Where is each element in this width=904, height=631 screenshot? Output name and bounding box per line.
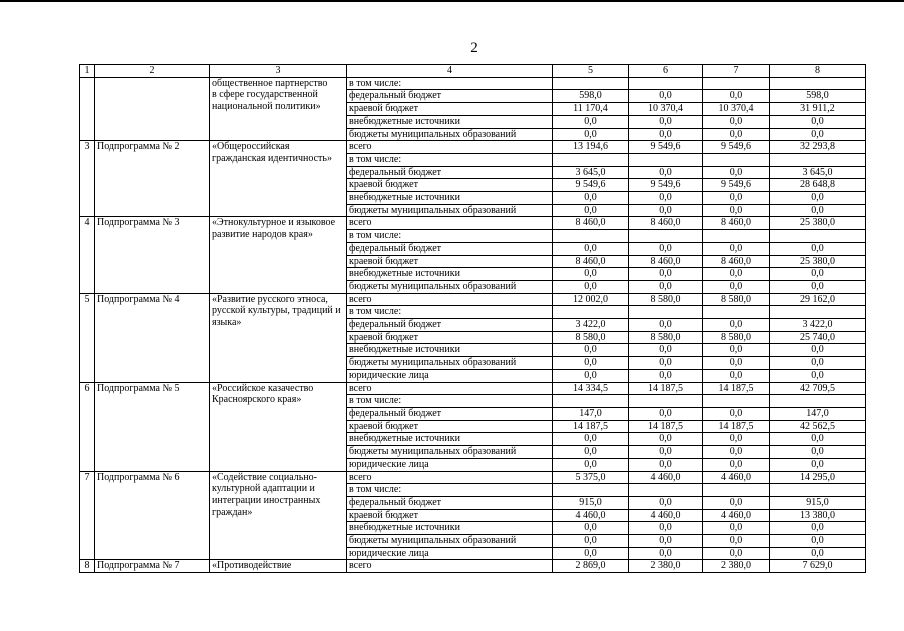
amount-cell — [553, 77, 629, 90]
amount-cell: 0,0 — [703, 344, 770, 357]
amount-cell: 0,0 — [770, 458, 866, 471]
program-cell: Подпрограмма № 5 — [95, 382, 210, 471]
amount-cell: 0,0 — [629, 319, 703, 332]
amount-cell: 8 460,0 — [703, 255, 770, 268]
amount-cell: 0,0 — [703, 522, 770, 535]
amount-cell: 0,0 — [629, 344, 703, 357]
amount-cell: 9 549,6 — [703, 179, 770, 192]
amount-cell: 0,0 — [770, 268, 866, 281]
amount-cell: 0,0 — [629, 496, 703, 509]
amount-cell: 0,0 — [770, 535, 866, 548]
row-number-cell: 8 — [80, 560, 95, 573]
funding-source-cell: внебюджетные источники — [347, 192, 553, 205]
amount-cell: 14 295,0 — [770, 471, 866, 484]
amount-cell: 915,0 — [770, 496, 866, 509]
amount-cell: 2 869,0 — [553, 560, 629, 573]
amount-cell: 0,0 — [770, 433, 866, 446]
amount-cell: 0,0 — [629, 280, 703, 293]
amount-cell: 25 380,0 — [770, 217, 866, 230]
funding-source-cell: всего — [347, 560, 553, 573]
amount-cell: 0,0 — [703, 192, 770, 205]
amount-cell: 29 162,0 — [770, 293, 866, 306]
amount-cell: 25 380,0 — [770, 255, 866, 268]
funding-source-cell: краевой бюджет — [347, 179, 553, 192]
amount-cell: 0,0 — [629, 522, 703, 535]
amount-cell: 0,0 — [553, 268, 629, 281]
amount-cell: 0,0 — [770, 280, 866, 293]
amount-cell: 0,0 — [629, 192, 703, 205]
amount-cell: 0,0 — [553, 115, 629, 128]
amount-cell — [703, 484, 770, 497]
funding-source-cell: всего — [347, 471, 553, 484]
amount-cell: 0,0 — [553, 433, 629, 446]
amount-cell: 598,0 — [553, 90, 629, 103]
amount-cell: 8 580,0 — [629, 331, 703, 344]
row-number-cell: 7 — [80, 471, 95, 560]
amount-cell: 0,0 — [629, 242, 703, 255]
program-name-cell — [210, 77, 347, 141]
amount-cell: 147,0 — [770, 407, 866, 420]
amount-cell: 8 460,0 — [553, 255, 629, 268]
amount-cell: 8 460,0 — [629, 255, 703, 268]
funding-source-cell: краевой бюджет — [347, 103, 553, 116]
funding-source-cell: краевой бюджет — [347, 331, 553, 344]
header-cell: 8 — [770, 65, 866, 78]
funding-source-cell: юридические лица — [347, 547, 553, 560]
amount-cell: 0,0 — [770, 344, 866, 357]
header-cell: 1 — [80, 65, 95, 78]
row-number-cell — [80, 77, 95, 141]
row-number-cell: 6 — [80, 382, 95, 471]
amount-cell: 7 629,0 — [770, 560, 866, 573]
amount-cell: 0,0 — [553, 280, 629, 293]
funding-source-cell: федеральный бюджет — [347, 242, 553, 255]
amount-cell — [770, 77, 866, 90]
amount-cell — [553, 395, 629, 408]
amount-cell: 0,0 — [553, 344, 629, 357]
table-row — [80, 141, 866, 154]
amount-cell: 0,0 — [703, 319, 770, 332]
amount-cell: 0,0 — [770, 204, 866, 217]
amount-cell: 42 562,5 — [770, 420, 866, 433]
amount-cell: 8 580,0 — [703, 331, 770, 344]
funding-source-cell: в том числе: — [347, 484, 553, 497]
amount-cell: 0,0 — [703, 115, 770, 128]
funding-source-cell: всего — [347, 293, 553, 306]
amount-cell — [629, 395, 703, 408]
funding-source-cell: внебюджетные источники — [347, 344, 553, 357]
amount-cell: 0,0 — [629, 166, 703, 179]
program-cell: Подпрограмма № 6 — [95, 471, 210, 560]
funding-source-cell: краевой бюджет — [347, 420, 553, 433]
funding-source-cell: бюджеты муниципальных образований — [347, 280, 553, 293]
amount-cell: 8 580,0 — [703, 293, 770, 306]
amount-cell: 0,0 — [629, 407, 703, 420]
amount-cell: 0,0 — [703, 166, 770, 179]
funding-source-cell: в том числе: — [347, 306, 553, 319]
funding-source-cell: краевой бюджет — [347, 255, 553, 268]
funding-source-cell: бюджеты муниципальных образований — [347, 446, 553, 459]
amount-cell: 14 187,5 — [629, 382, 703, 395]
amount-cell: 0,0 — [770, 128, 866, 141]
amount-cell: 8 460,0 — [553, 217, 629, 230]
amount-cell: 0,0 — [703, 357, 770, 370]
amount-cell: 0,0 — [703, 446, 770, 459]
amount-cell — [629, 484, 703, 497]
header-row — [80, 65, 866, 78]
amount-cell: 0,0 — [629, 204, 703, 217]
amount-cell: 31 911,2 — [770, 103, 866, 116]
funding-source-cell: внебюджетные источники — [347, 433, 553, 446]
amount-cell — [703, 153, 770, 166]
amount-cell — [629, 77, 703, 90]
amount-cell: 0,0 — [770, 357, 866, 370]
amount-cell — [770, 230, 866, 243]
amount-cell: 0,0 — [629, 357, 703, 370]
amount-cell: 3 645,0 — [553, 166, 629, 179]
amount-cell: 0,0 — [629, 458, 703, 471]
amount-cell: 13 194,6 — [553, 141, 629, 154]
amount-cell: 9 549,6 — [629, 179, 703, 192]
funding-source-cell: юридические лица — [347, 369, 553, 382]
amount-cell: 0,0 — [770, 369, 866, 382]
amount-cell: 0,0 — [703, 535, 770, 548]
program-name-cell: «Этнокультурное и языковое развитие народов края» — [210, 217, 347, 293]
amount-cell: 8 580,0 — [629, 293, 703, 306]
amount-cell: 14 187,5 — [629, 420, 703, 433]
amount-cell: 9 549,6 — [629, 141, 703, 154]
amount-cell: 0,0 — [553, 357, 629, 370]
funding-source-cell: в том числе: — [347, 230, 553, 243]
table-row — [80, 293, 866, 306]
amount-cell — [703, 306, 770, 319]
funding-source-cell: краевой бюджет — [347, 509, 553, 522]
amount-cell: 0,0 — [553, 128, 629, 141]
amount-cell: 12 002,0 — [553, 293, 629, 306]
amount-cell: 8 460,0 — [629, 217, 703, 230]
amount-cell: 0,0 — [770, 242, 866, 255]
program-name-cell: «Содействие социально-культурной адаптации и интеграции иностранных граждан» — [210, 471, 347, 560]
amount-cell: 0,0 — [553, 547, 629, 560]
amount-cell: 0,0 — [553, 458, 629, 471]
amount-cell: 3 422,0 — [770, 319, 866, 332]
header-cell: 5 — [553, 65, 629, 78]
amount-cell: 28 648,8 — [770, 179, 866, 192]
amount-cell: 42 709,5 — [770, 382, 866, 395]
amount-cell: 11 170,4 — [553, 103, 629, 116]
amount-cell: 0,0 — [703, 204, 770, 217]
funding-source-cell: внебюджетные источники — [347, 522, 553, 535]
page-number: 2 — [470, 40, 478, 56]
amount-cell: 14 334,5 — [553, 382, 629, 395]
amount-cell: 0,0 — [703, 407, 770, 420]
header-cell: 2 — [95, 65, 210, 78]
amount-cell: 0,0 — [629, 446, 703, 459]
funding-source-cell: внебюджетные источники — [347, 115, 553, 128]
amount-cell: 0,0 — [770, 522, 866, 535]
amount-cell — [703, 395, 770, 408]
amount-cell: 5 375,0 — [553, 471, 629, 484]
amount-cell: 0,0 — [703, 280, 770, 293]
amount-cell — [553, 230, 629, 243]
amount-cell: 0,0 — [629, 128, 703, 141]
table-row — [80, 560, 866, 573]
amount-cell: 0,0 — [703, 128, 770, 141]
amount-cell: 147,0 — [553, 407, 629, 420]
amount-cell: 10 370,4 — [629, 103, 703, 116]
amount-cell: 2 380,0 — [629, 560, 703, 573]
table-row — [80, 217, 866, 230]
table-body — [80, 65, 866, 573]
program-cell: Подпрограмма № 4 — [95, 293, 210, 382]
funding-source-cell: в том числе: — [347, 153, 553, 166]
funding-source-cell: в том числе: — [347, 395, 553, 408]
program-cell — [95, 77, 210, 141]
amount-cell: 10 370,4 — [703, 103, 770, 116]
amount-cell: 25 740,0 — [770, 331, 866, 344]
amount-cell: 0,0 — [629, 369, 703, 382]
amount-cell — [553, 484, 629, 497]
amount-cell: 0,0 — [553, 204, 629, 217]
amount-cell: 0,0 — [553, 535, 629, 548]
amount-cell: 915,0 — [553, 496, 629, 509]
amount-cell: 0,0 — [703, 268, 770, 281]
amount-cell: 0,0 — [553, 446, 629, 459]
program-name-line: национальной политики» — [212, 101, 321, 113]
funding-source-cell: федеральный бюджет — [347, 407, 553, 420]
amount-cell — [553, 306, 629, 319]
amount-cell — [703, 77, 770, 90]
amount-cell: 13 380,0 — [770, 509, 866, 522]
amount-cell — [629, 306, 703, 319]
funding-source-cell: всего — [347, 217, 553, 230]
amount-cell: 3 645,0 — [770, 166, 866, 179]
program-name-cell: «Общероссийская гражданская идентичность» — [210, 141, 347, 217]
amount-cell: 0,0 — [553, 522, 629, 535]
header-cell: 7 — [703, 65, 770, 78]
funding-source-cell: федеральный бюджет — [347, 496, 553, 509]
funding-source-cell: бюджеты муниципальных образований — [347, 128, 553, 141]
funding-source-cell: федеральный бюджет — [347, 166, 553, 179]
amount-cell — [553, 153, 629, 166]
program-name-line: общественное партнерство — [212, 77, 328, 89]
amount-cell: 0,0 — [770, 547, 866, 560]
amount-cell — [629, 153, 703, 166]
amount-cell: 4 460,0 — [703, 471, 770, 484]
funding-source-cell: юридические лица — [347, 458, 553, 471]
amount-cell — [629, 230, 703, 243]
amount-cell: 0,0 — [770, 446, 866, 459]
amount-cell: 3 422,0 — [553, 319, 629, 332]
program-cell: Подпрограмма № 3 — [95, 217, 210, 293]
program-cell: Подпрограмма № 2 — [95, 141, 210, 217]
program-name-line: в сфере государственной — [212, 89, 318, 101]
amount-cell: 14 187,5 — [703, 382, 770, 395]
funding-source-cell: всего — [347, 382, 553, 395]
funding-source-cell: внебюджетные источники — [347, 268, 553, 281]
amount-cell: 0,0 — [703, 242, 770, 255]
table-row — [80, 471, 866, 484]
header-cell: 6 — [629, 65, 703, 78]
amount-cell: 598,0 — [770, 90, 866, 103]
amount-cell: 0,0 — [629, 547, 703, 560]
amount-cell: 0,0 — [703, 458, 770, 471]
row-number-cell: 5 — [80, 293, 95, 382]
funding-source-cell: в том числе: — [347, 77, 553, 90]
program-name-cell: «Развитие русского этноса, русской культуры, традиций и языка» — [210, 293, 347, 382]
amount-cell: 4 460,0 — [703, 509, 770, 522]
funding-table — [79, 64, 866, 573]
funding-source-cell: бюджеты муниципальных образований — [347, 357, 553, 370]
amount-cell: 0,0 — [629, 535, 703, 548]
table-row — [80, 77, 866, 90]
amount-cell — [770, 306, 866, 319]
amount-cell: 0,0 — [703, 433, 770, 446]
amount-cell: 14 187,5 — [553, 420, 629, 433]
amount-cell: 0,0 — [703, 369, 770, 382]
program-cell: Подпрограмма № 7 — [95, 560, 210, 573]
amount-cell: 14 187,5 — [703, 420, 770, 433]
amount-cell: 0,0 — [629, 268, 703, 281]
amount-cell: 4 460,0 — [629, 471, 703, 484]
amount-cell: 0,0 — [703, 547, 770, 560]
row-number-cell: 4 — [80, 217, 95, 293]
amount-cell: 8 460,0 — [703, 217, 770, 230]
program-name-cell: «Противодействие — [210, 560, 347, 573]
amount-cell: 0,0 — [629, 90, 703, 103]
amount-cell: 0,0 — [553, 242, 629, 255]
amount-cell: 8 580,0 — [553, 331, 629, 344]
amount-cell — [770, 484, 866, 497]
amount-cell — [770, 395, 866, 408]
funding-source-cell: бюджеты муниципальных образований — [347, 535, 553, 548]
funding-source-cell: федеральный бюджет — [347, 319, 553, 332]
amount-cell: 9 549,6 — [703, 141, 770, 154]
amount-cell: 0,0 — [553, 192, 629, 205]
table-row — [80, 382, 866, 395]
header-cell: 3 — [210, 65, 347, 78]
amount-cell: 4 460,0 — [629, 509, 703, 522]
amount-cell: 0,0 — [629, 433, 703, 446]
amount-cell: 32 293,8 — [770, 141, 866, 154]
amount-cell: 0,0 — [553, 369, 629, 382]
amount-cell: 0,0 — [703, 90, 770, 103]
amount-cell: 0,0 — [703, 496, 770, 509]
amount-cell: 2 380,0 — [703, 560, 770, 573]
scan-top-edge — [0, 0, 904, 2]
row-number-cell: 3 — [80, 141, 95, 217]
amount-cell: 9 549,6 — [553, 179, 629, 192]
amount-cell: 4 460,0 — [553, 509, 629, 522]
program-name-cell: «Российское казачество Красноярского края» — [210, 382, 347, 471]
amount-cell: 0,0 — [770, 192, 866, 205]
header-cell: 4 — [347, 65, 553, 78]
amount-cell — [703, 230, 770, 243]
funding-source-cell: бюджеты муниципальных образований — [347, 204, 553, 217]
funding-source-cell: федеральный бюджет — [347, 90, 553, 103]
amount-cell — [770, 153, 866, 166]
funding-source-cell: всего — [347, 141, 553, 154]
amount-cell: 0,0 — [770, 115, 866, 128]
amount-cell: 0,0 — [629, 115, 703, 128]
